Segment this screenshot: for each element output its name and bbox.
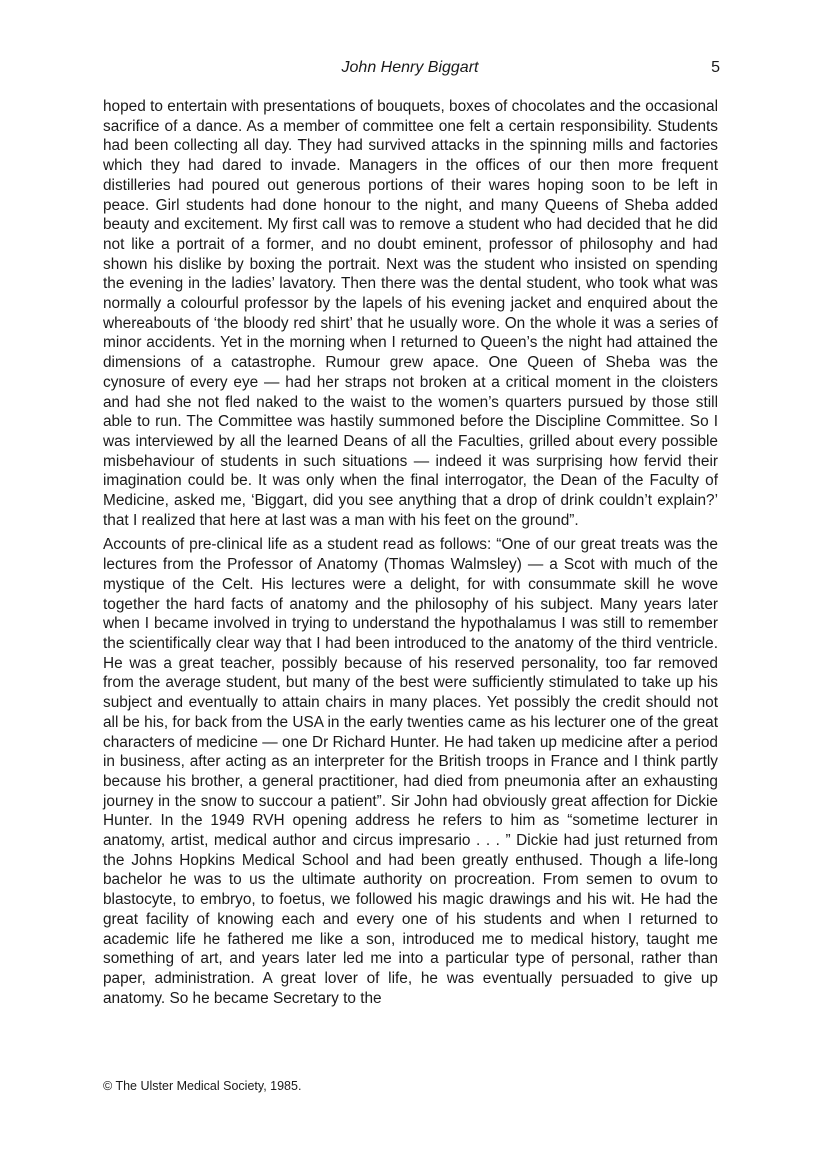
running-title: John Henry Biggart [341, 59, 479, 76]
copyright-footer: © The Ulster Medical Society, 1985. [103, 1079, 302, 1093]
running-header [100, 58, 720, 80]
paragraph-2: Accounts of pre-clinical life as a student read as follows: “One of our great treats was the lectures from the Professor of Anatomy (Thomas Walmsley) — a Scot with much of the mystique of the Celt. His lectures were a delight, for with consummate skill he wove together the hard facts of anatomy and the philosophy of his subject. Many years later when I became involved in trying to understand the hypothalamus I was still to remember the scientifically clear way that I had been introduced to the anatomy of the third ventricle. He was a great teacher, possibly because of his reserved personality, too far removed from the average student, but many of the best were sufficiently stimulated to take up his subject and eventually to attain chairs in many places. Yet possibly the credit should not all be his, for back from the USA in the early twenties came as his lecturer one of the great characters of medicine — one Dr Richard Hunter. He had taken up medicine after a period in business, after acting as an interpreter for the British troops in France and I think partly because his brother, a general practitioner, had died from pneumonia after an exhausting journey in the snow to succour a patient”. Sir John had obviously great affection for Dickie Hunter. In the 1949 RVH opening address he refers to him as “sometime lecturer in anatomy, artist, medical author and circus impresario . . . ” Dickie had just returned from the Johns Hopkins Medical School and had been greatly enthused. Though a life-long bachelor he was to us the ultimate authority on procreation. From semen to ovum to blastocyte, to embryo, to foetus, we followed his magic drawings and his wit. He had the great facility of knowing each and every one of his students and when I returned to academic life he fathered me like a son, introduced me to medical history, taught me something of art, and years later led me into a particular type of personal, rather than paper, administration. A great lover of life, he was eventually persuaded to give up anatomy. So he became Secretary to the [103, 536, 718, 1007]
article-body [103, 97, 718, 1013]
paragraph-1: hoped to entertain with presentations of bouquets, boxes of chocolates and the occasional sacrifice of a dance. As a member of committee one felt a certain responsibility. Students had been collecting all day. They had survived attacks in the spinning mills and factories which they had dared to invade. Managers in the offices of our then more frequent distilleries had poured out generous portions of their wares hoping soon to be left in peace. Girl students had done honour to the night, and many Queens of Sheba added beauty and excitement. My first call was to remove a student who had decided that he did not like a portrait of a former, and no doubt eminent, professor of philosophy and had shown his dislike by boxing the portrait. Next was the student who insisted on spending the evening in the ladies’ lavatory. Then there was the dental student, who took what was normally a colourful professor by the lapels of his evening jacket and enquired about the whereabouts of ‘the bloody red shirt’ that he usually wore. On the whole it was a series of minor accidents. Yet in the morning when I returned to Queen’s the night had attained the dimensions of a catastrophe. Rumour grew apace. One Queen of Sheba was the cynosure of every eye — had her straps not broken at a critical moment in the cloisters and had she not fled naked to the waist to the women’s quarters pursued by those still able to run. The Committee was hastily summoned before the Discipline Committee. So I was interviewed by all the learned Deans of all the Faculties, grilled about every possible misbehaviour of students in such situations — indeed it was surprising how fervid their imagination could be. It was only when the final interrogator, the Dean of the Faculty of Medicine, asked me, ‘Biggart, did you see anything that a drop of drink couldn’t explain?’ that I realized that here at last was a man with his feet on the ground”. [103, 98, 718, 529]
page-number: 5 [711, 59, 720, 76]
